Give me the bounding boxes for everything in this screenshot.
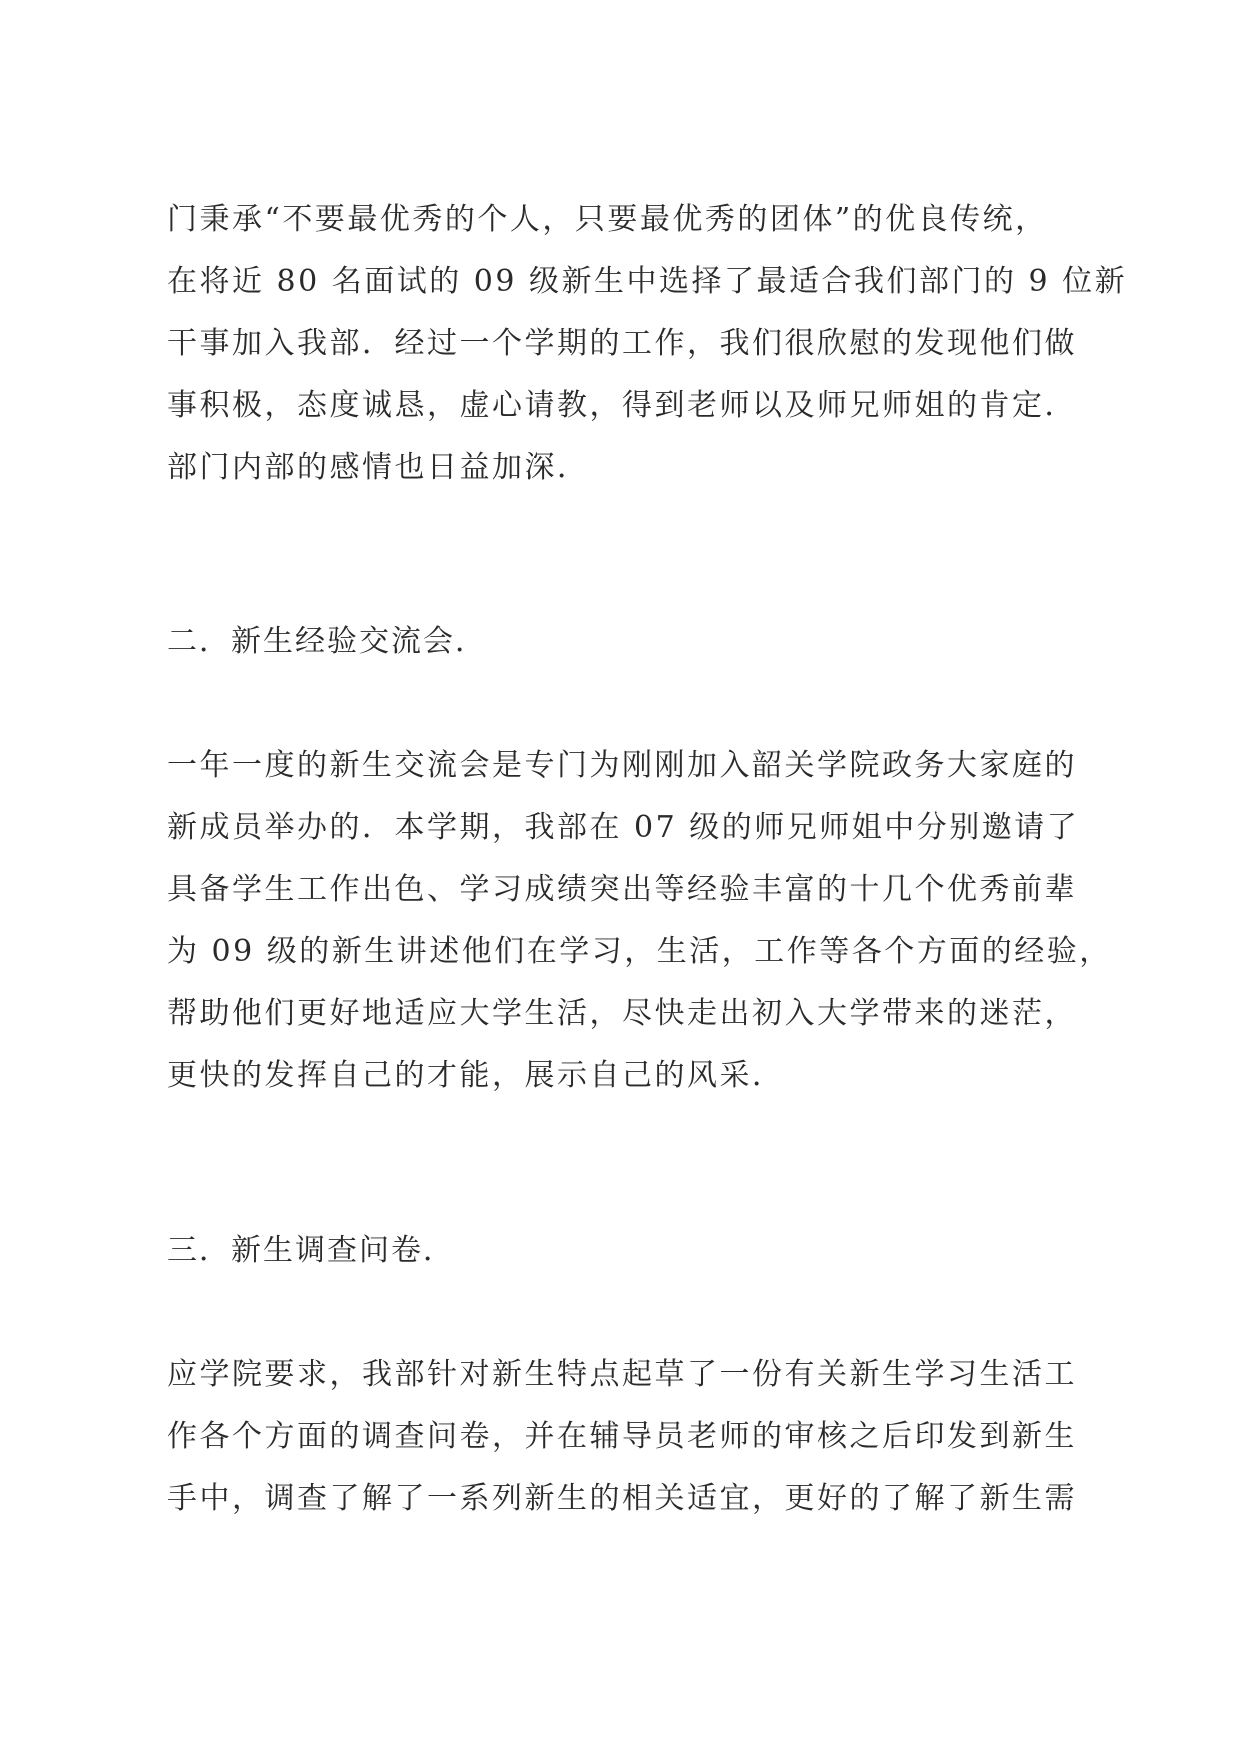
paragraph-3 (167, 1344, 1087, 1530)
paragraph-line: 作各个方面的调查问卷，并在辅导员老师的审核之后印发到新生 (167, 1419, 1077, 1454)
paragraph-2 (167, 735, 1112, 1107)
paragraph-line: 应学院要求，我部针对新生特点起草了一份有关新生学习生活工 (167, 1357, 1077, 1392)
paragraph-line: 帮助他们更好地适应大学生活，尽快走出初入大学带来的迷茫， (167, 996, 1077, 1031)
paragraph-line: 一年一度的新生交流会是专门为刚刚加入韶关学院政务大家庭的 (167, 748, 1077, 783)
paragraph-line: 事积极，态度诚恳，虚心请教，得到老师以及师兄师姐的肯定． (167, 388, 1077, 423)
section-heading-2 (167, 611, 1087, 673)
paragraph-1 (167, 189, 1128, 499)
paragraph-line: 手中，调查了解了一系列新生的相关适宜，更好的了解了新生需 (167, 1481, 1077, 1516)
section-heading-text: 三．新生调查问卷． (167, 1233, 455, 1268)
paragraph-line: 为 09 级的新生讲述他们在学习，生活，工作等各个方面的经验， (167, 934, 1112, 969)
section-heading-3 (167, 1220, 1087, 1282)
paragraph-line: 门秉承“不要最优秀的个人，只要最优秀的团体”的优良传统， (167, 202, 1048, 237)
paragraph-line: 新成员举办的．本学期，我部在 07 级的师兄师姐中分别邀请了 (167, 810, 1080, 845)
section-heading-text: 二．新生经验交流会． (167, 624, 487, 659)
paragraph-line: 具备学生工作出色、学习成绩突出等经验丰富的十几个优秀前辈 (167, 872, 1077, 907)
paragraph-line: 部门内部的感情也日益加深． (167, 450, 590, 485)
paragraph-line: 更快的发挥自己的才能，展示自己的风采． (167, 1058, 785, 1093)
paragraph-line: 干事加入我部．经过一个学期的工作，我们很欣慰的发现他们做 (167, 326, 1077, 361)
paragraph-line: 在将近 80 名面试的 09 级新生中选择了最适合我们部门的 9 位新 (167, 264, 1128, 299)
